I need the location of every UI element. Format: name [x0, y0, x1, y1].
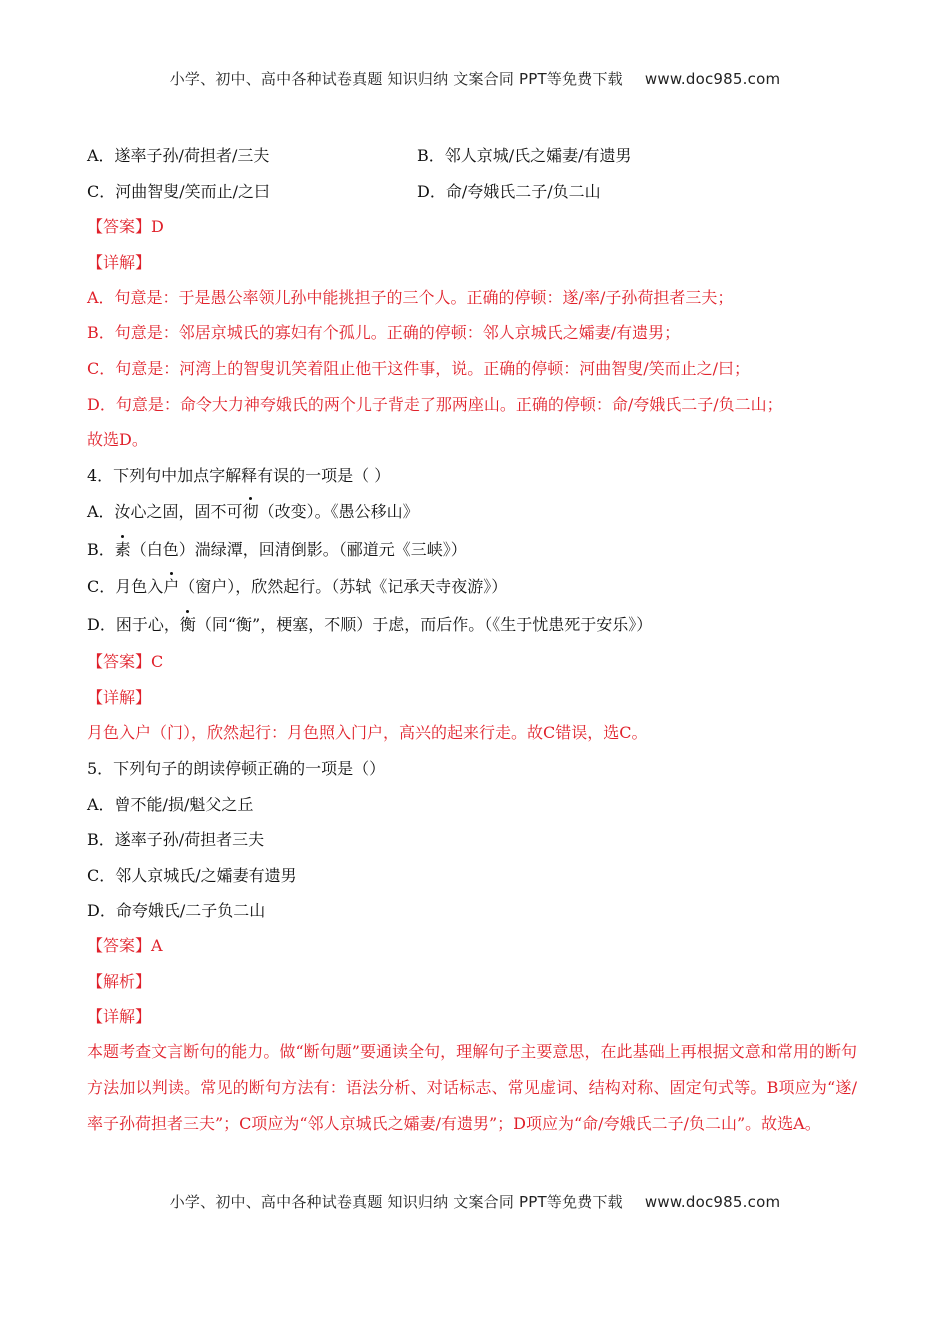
q4-option-a-post: （改变）。《愚公移山》 — [258, 502, 419, 521]
q4-option-a-pre: A．汝心之固，固不可 — [87, 502, 243, 521]
q4-option-b — [87, 540, 467, 560]
header-site-link[interactable]: www.doc985.com — [644, 70, 781, 88]
q3-option-b: B．邻人京城/氏之孀妻/有遗男 — [417, 146, 632, 165]
q3-conclusion: 故选D。 — [87, 430, 148, 449]
q3-option-a: A．遂率子孙/荷担者/三夫 — [87, 146, 270, 165]
page-header — [0, 68, 950, 89]
q4-option-d-post: （同“衡”，梗塞，不顺）于虑，而后作。（《生于忧患死于安乐》） — [195, 615, 653, 634]
q4-option-b-post: （白色）湍绿潭，回清倒影。（郦道元《三峡》） — [130, 540, 467, 559]
q4-option-d-dotted-char: 衡 — [179, 615, 196, 634]
q4-detail-label: 【详解】 — [87, 688, 152, 707]
q4-option-a-dotted-char: 彻 — [242, 502, 259, 521]
footer-text: 小学、初中、高中各种试卷真题 知识归纳 文案合同 PPT等免费下载 — [169, 1193, 623, 1211]
q4-option-a — [87, 502, 419, 522]
q5-option-b: B．遂率子孙/荷担者三夫 — [87, 830, 265, 849]
q5-explanation: 本题考查文言断句的能力。做“断句题”要通读全句，理解句子主要意思，在此基础上再根据文意和常用的断句方法加以判读。常见的断句方法有：语法分析、对话标志、常见虚词、结构对称、固定句式等。B项应为“遂/率子孙荷担者三夫”；C项应为“邻人京城氏之孀妻/有遗男”；D项应为“命/夸娥氏二子/负二山”。故选A。 — [87, 1042, 857, 1133]
q3-option-d: D．命/夸娥氏二子/负二山 — [417, 182, 601, 201]
q3-answer: 【答案】D — [87, 217, 164, 236]
q4-option-c-pre: C．月色入 — [87, 577, 164, 596]
q3-explanation-d: D．句意是：命令大力神夸娥氏的两个儿子背走了那两座山。正确的停顿：命/夸娥氏二子/负二山； — [87, 395, 783, 414]
q5-stem: 5．下列句子的朗读停顿正确的一项是（） — [87, 759, 386, 778]
q5-detail-label: 【详解】 — [87, 1007, 152, 1026]
footer-site-link[interactable]: www.doc985.com — [644, 1193, 781, 1211]
q5-option-a: A．曾不能/损/魁父之丘 — [87, 795, 254, 814]
q4-answer: 【答案】C — [87, 652, 164, 671]
q4-option-c-dotted-char: 户 — [163, 577, 180, 596]
q4-option-b-pre: B． — [87, 540, 115, 559]
q3-option-c: C．河曲智叟/笑而止/之曰 — [87, 182, 271, 201]
q3-detail-label: 【详解】 — [87, 253, 152, 272]
q4-option-d — [87, 615, 652, 635]
q5-analysis-label: 【解析】 — [87, 972, 152, 991]
page-footer — [0, 1191, 950, 1212]
q4-option-c-post: （窗户），欣然起行。（苏轼《记承天寺夜游》） — [179, 577, 508, 596]
q5-option-c: C．邻人京城氏/之孀妻有遗男 — [87, 866, 297, 885]
q5-option-d: D．命夸娥氏/二子负二山 — [87, 901, 266, 920]
q3-explanation-b: B．句意是：邻居京城氏的寡妇有个孤儿。正确的停顿：邻人京城氏之孀妻/有遗男； — [87, 323, 681, 342]
header-text: 小学、初中、高中各种试卷真题 知识归纳 文案合同 PPT等免费下载 — [169, 70, 623, 88]
q4-option-b-dotted-char: 素 — [114, 540, 131, 559]
q5-answer: 【答案】A — [87, 936, 163, 955]
q4-option-d-pre: D．困于心， — [87, 615, 180, 634]
q4-option-c — [87, 577, 507, 597]
q4-explanation: 月色入户（门），欣然起行：月色照入门户，高兴的起来行走。故C错误，选C。 — [87, 723, 648, 742]
q4-stem: 4．下列句中加点字解释有误的一项是（ ） — [87, 466, 391, 485]
q3-explanation-c: C．句意是：河湾上的智叟讥笑着阻止他干这件事，说。正确的停顿：河曲智叟/笑而止之/曰； — [87, 359, 751, 378]
q3-explanation-a: A．句意是：于是愚公率领儿孙中能挑担子的三个人。正确的停顿：遂/率/子孙荷担者三夫； — [87, 288, 734, 307]
